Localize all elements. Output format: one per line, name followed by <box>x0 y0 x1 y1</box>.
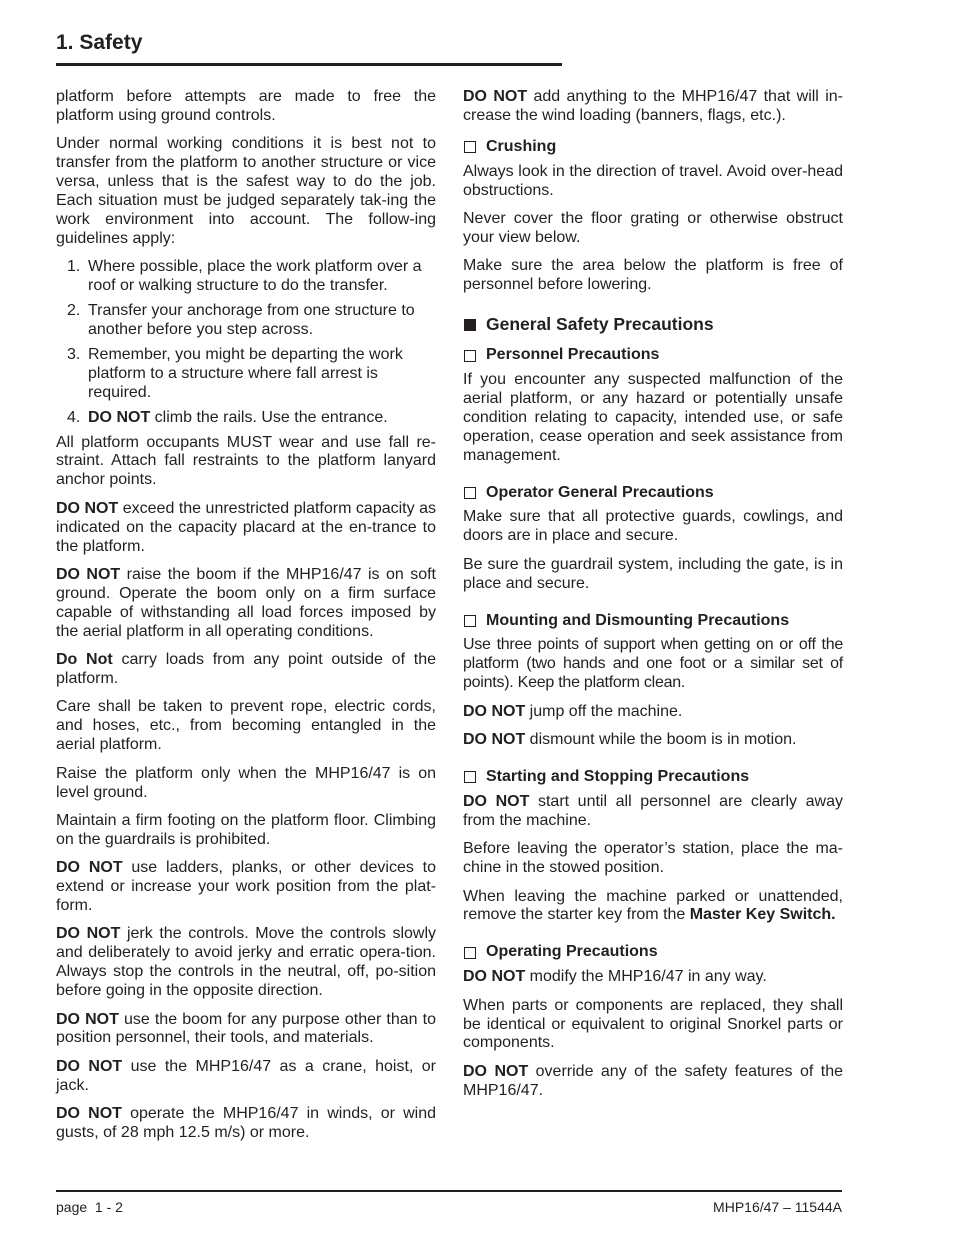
list-number: 1. <box>67 258 81 276</box>
paragraph: Make sure the area below the platform is free of personnel before lowering. <box>463 257 843 294</box>
subsection-heading-text: Operating Precautions <box>486 943 658 961</box>
paragraph: Care shall be taken to prevent rope, electric cords, and hoses, etc., from becoming entangled in the aerial platform. <box>56 698 436 754</box>
paragraph <box>463 793 843 831</box>
emphasis: DO NOT <box>463 702 526 720</box>
footer-rule <box>56 1190 842 1192</box>
paragraph-text: use the boom for any purpose other than to position personnel, their tools, and materials. <box>56 1010 437 1047</box>
paragraph <box>56 859 436 916</box>
document-code: MHP16/47 – 11544A <box>713 1199 842 1215</box>
subsection-heading-operator <box>463 484 843 503</box>
emphasis: DO NOT <box>56 1105 122 1123</box>
list-number: 4. <box>67 408 81 426</box>
paragraph: Make sure that all protective guards, cowlings, and doors are in place and secure. <box>463 508 843 545</box>
emphasis: DO NOT <box>56 925 121 943</box>
paragraph <box>463 703 843 722</box>
paragraph <box>56 651 436 689</box>
list-text: Remember, you might be departing the work platform to a structure where fall arrest is required. <box>88 345 403 401</box>
emphasis: DO NOT <box>463 88 528 105</box>
paragraph-text: add anything to the MHP16/47 that will in-crease the wind loading (banners, flags, etc.). <box>463 88 843 124</box>
subsection-heading-crushing <box>463 138 843 157</box>
subsection-heading-personnel <box>463 346 843 365</box>
list-item <box>56 346 436 403</box>
paragraph: Never cover the floor grating or otherwise obstruct your view below. <box>463 210 843 246</box>
emphasis: DO NOT <box>463 1062 529 1080</box>
section-heading-general-safety <box>463 315 843 334</box>
list-text: climb the rails. Use the entrance. <box>150 408 388 426</box>
emphasis: DO NOT <box>56 1057 123 1075</box>
emphasis: DO NOT <box>463 792 530 810</box>
emphasis: DO NOT <box>88 408 151 426</box>
list-item <box>56 302 436 340</box>
paragraph: When parts or components are replaced, they shall be identical or equivalent to original Snorkel parts or components. <box>463 996 843 1052</box>
subsection-heading-text: Personnel Precautions <box>486 346 660 364</box>
list-text: Transfer your anchorage from one structure to another before you step across. <box>88 302 415 338</box>
paragraph <box>56 1011 436 1049</box>
paragraph-text: When leaving the machine parked or unattended, remove the starter key from the <box>463 887 843 924</box>
paragraph-text: use ladders, planks, or other devices to extend or increase your work position from the plat-form. <box>56 859 436 915</box>
subsection-heading-starting <box>463 768 843 787</box>
paragraph <box>56 1058 436 1096</box>
paragraph <box>56 925 436 1001</box>
subsection-heading-operating <box>463 943 843 962</box>
emphasis: DO NOT <box>463 731 526 749</box>
paragraph-text: dismount while the boom is in motion. <box>525 731 797 749</box>
transfer-guidelines-list <box>56 258 436 427</box>
left-column <box>56 88 436 1153</box>
paragraph: Under normal working conditions it is best not to transfer from the platform to another structure or vice versa, unless that is the safest way to do the job. Each situation must be judged separately tak-ing the work environment into account. The follow-ing guidelines apply: <box>56 135 436 247</box>
paragraph-text: operate the MHP16/47 in winds, or wind gusts, of 28 mph 12.5 m/s) or more. <box>56 1105 436 1142</box>
paragraph-text: carry loads from any point outside of the platform. <box>56 651 436 687</box>
list-item <box>56 409 436 428</box>
section-heading-text: General Safety Precautions <box>486 314 714 335</box>
paragraph <box>463 968 843 987</box>
list-number: 2. <box>67 302 81 320</box>
paragraph-text: exceed the unrestricted platform capacity as indicated on the capacity placard at the en-trance to the platform. <box>56 499 436 555</box>
paragraph <box>56 1105 436 1143</box>
paragraph: Maintain a firm footing on the platform floor. Climbing on the guardrails is prohibited. <box>56 811 436 848</box>
paragraph: Use three points of support when getting on or off the platform (two hands and one foot or a similar set of points). Keep the platform clean. <box>463 636 843 692</box>
checkbox-square-icon <box>464 615 476 627</box>
paragraph-text: jump off the machine. <box>525 702 683 720</box>
emphasis: DO NOT <box>56 859 123 877</box>
subsection-heading-text: Crushing <box>486 137 557 155</box>
page-number: page 1 - 2 <box>56 1199 123 1215</box>
paragraph: Always look in the direction of travel. Avoid over-head obstructions. <box>463 162 843 199</box>
subsection-heading-text: Starting and Stopping Precautions <box>486 767 750 785</box>
paragraph <box>56 500 436 557</box>
paragraph: All platform occupants MUST wear and use fall re-straint. Attach fall restraints to the platform lanyard anchor points. <box>56 433 436 489</box>
paragraph-text: modify the MHP16/47 in any way. <box>525 968 767 986</box>
paragraph: Raise the platform only when the MHP16/47 is on level ground. <box>56 764 436 801</box>
checkbox-square-icon <box>464 350 476 362</box>
paragraph: Be sure the guardrail system, including the gate, is in place and secure. <box>463 555 843 592</box>
checkbox-square-icon <box>464 947 476 959</box>
right-column <box>463 88 843 1110</box>
emphasis: DO NOT <box>56 1010 119 1028</box>
subsection-heading-text: Mounting and Dismounting Precautions <box>486 611 790 629</box>
emphasis: Master Key Switch. <box>689 906 836 924</box>
paragraph <box>463 1063 843 1101</box>
list-number: 3. <box>67 345 81 363</box>
paragraph: platform before attempts are made to free the platform using ground controls. <box>56 88 436 124</box>
list-text: Where possible, place the work platform over a roof or walking structure to do the transfer. <box>88 258 422 295</box>
page-title: 1. Safety <box>56 31 143 54</box>
paragraph-text: override any of the safety features of the MHP16/47. <box>463 1062 843 1099</box>
paragraph-text: start until all personnel are clearly away from the machine. <box>463 792 844 829</box>
emphasis: DO NOT <box>56 565 121 583</box>
emphasis: DO NOT <box>56 499 119 517</box>
paragraph <box>463 731 843 750</box>
emphasis: Do Not <box>56 651 113 669</box>
paragraph: Before leaving the operator’s station, place the ma-chine in the stowed position. <box>463 840 843 877</box>
paragraph-text: raise the boom if the MHP16/47 is on soft ground. Operate the boom only on a firm surface capable of withstanding all load forces imposed by the aerial platform in all operating conditions. <box>56 565 436 640</box>
paragraph <box>463 888 843 926</box>
paragraph <box>56 566 436 642</box>
paragraph: If you encounter any suspected malfunction of the aerial platform, or any hazard or potentially unsafe condition relating to capacity, intended use, or safe operation, cease operation and seek assistance from management. <box>463 370 843 464</box>
list-item <box>56 258 436 296</box>
subsection-heading-text: Operator General Precautions <box>486 483 714 501</box>
filled-square-icon <box>464 319 476 331</box>
subsection-heading-mounting <box>463 612 843 631</box>
paragraph-text: use the MHP16/47 as a crane, hoist, or jack. <box>56 1057 436 1094</box>
paragraph <box>463 88 843 126</box>
emphasis: DO NOT <box>463 968 526 986</box>
checkbox-square-icon <box>464 771 476 783</box>
checkbox-square-icon <box>464 141 476 153</box>
paragraph-text: jerk the controls. Move the controls slowly and deliberately to avoid jerky and erratic opera-tion. Always stop the controls in the neutral, off, po-sition before going in the opposite direction. <box>56 925 437 1000</box>
header-rule <box>56 63 562 66</box>
checkbox-square-icon <box>464 487 476 499</box>
